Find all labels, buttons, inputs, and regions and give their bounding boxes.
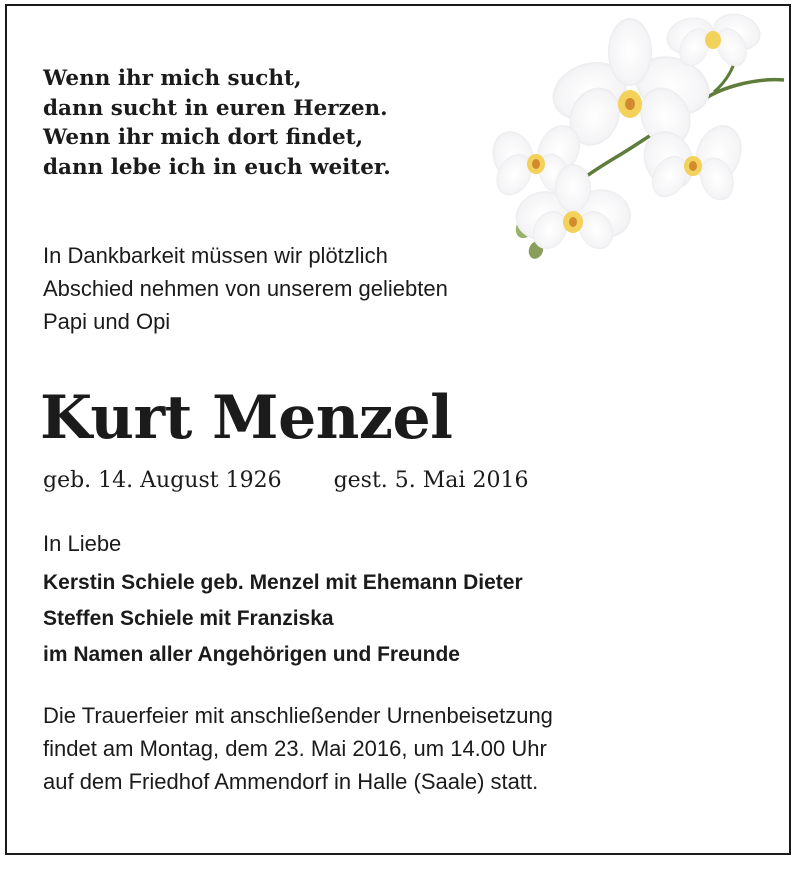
intro-text [43,239,448,338]
intro-line: Papi und Opi [43,309,171,334]
mourner-line: Steffen Schiele mit Franziska [43,607,334,630]
poem-line: Wenn ihr mich sucht, [43,66,302,91]
orchid-image [488,8,790,270]
birth-date: geb. 14. August 1926 [43,468,282,493]
poem-line: Wenn ihr mich dort findet, [43,125,364,150]
mourner-line: Kerstin Schiele geb. Menzel mit Ehemann Dieter [43,571,523,594]
death-date: gest. 5. Mai 2016 [333,468,529,493]
poem-line: dann lebe ich in euch weiter. [43,154,391,180]
life-dates [43,466,528,496]
intro-line: In Dankbarkeit müssen wir plötzlich [43,243,388,268]
mourners [43,565,523,673]
service-line: Die Trauerfeier mit anschließender Urnenbeisetzung [43,703,553,728]
poem [43,64,391,182]
in-love-label: In Liebe [43,531,122,556]
service-info [43,699,553,798]
service-line: auf dem Friedhof Ammendorf in Halle (Saale) statt. [43,769,539,794]
deceased-name: Kurt Menzel [40,383,453,453]
poem-line: dann sucht in euren Herzen. [43,95,388,121]
intro-line: Abschied nehmen von unserem geliebten [43,276,448,301]
service-line: findet am Montag, dem 23. Mai 2016, um 14.00 Uhr [43,736,547,761]
mourner-line: im Namen aller Angehörigen und Freunde [43,643,460,666]
